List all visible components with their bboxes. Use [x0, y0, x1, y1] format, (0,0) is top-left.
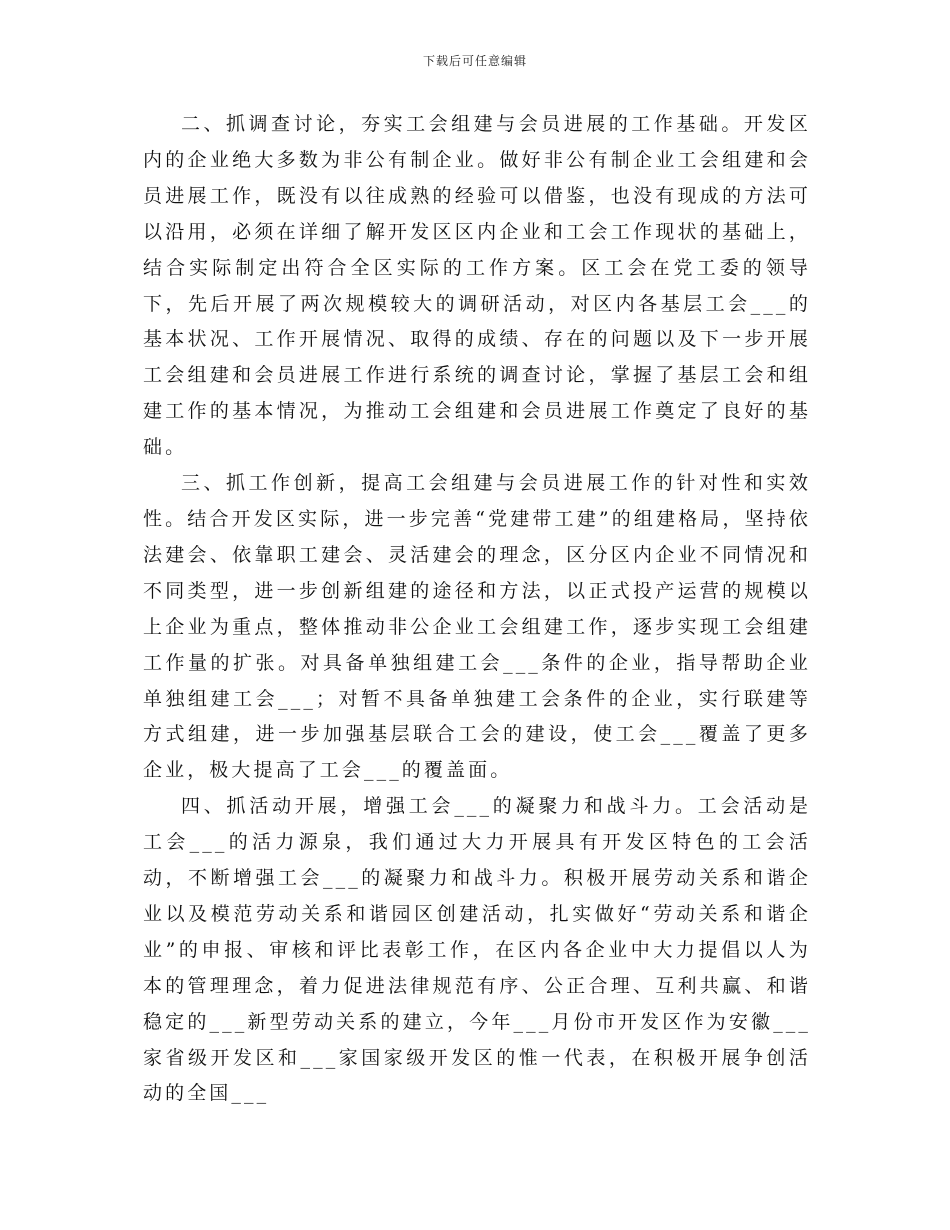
page-header: 下载后可任意编辑 — [422, 54, 527, 68]
paragraph-innovation: 三、抓工作创新，提高工会组建与会员进展工作的针对性和实效性。结合开发区实际，进一步完善“党建带工建”的组建格局，坚持依法建会、依靠职工建会、灵活建会的理念，区分区内企业不同情况和不同类型，进一步创新组建的途径和方法，以正式投产运营的规模以上企业为重点，整体推动非公企业工会组建工作，逐步实现工会组建工作量的扩张。对具备单独组建工会___条件的企业，指导帮助企业单独组建工会___；对暂不具备单独建工会条件的企业，实行联建等方式组建，进一步加强基层联合工会的建设，使工会___覆盖了更多企业，极大提高了工会___的覆盖面。 — [143, 472, 811, 782]
paragraph-activities: 四、抓活动开展，增强工会___的凝聚力和战斗力。工会活动是工会___的活力源泉，我们通过大力开展具有开发区特色的工会活动，不断增强工会___的凝聚力和战斗力。积极开展劳动关系和谐企业以及模范劳动关系和谐园区创建活动，扎实做好“劳动关系和谐企业”的申报、审核和评比表彰工作，在区内各企业中大力提倡以人为本的管理理念，着力促进法律规范有序、公正合理、互利共赢、和谐稳定的___新型劳动关系的建立，今年___月份市开发区作为安徽___家省级开发区和___家国家级开发区的惟一代表，在积极开展争创活动的全国___ — [143, 795, 811, 1105]
document-body — [143, 107, 811, 1112]
paragraph-investigation: 二、抓调查讨论，夯实工会组建与会员进展的工作基础。开发区内的企业绝大多数为非公有制企业。做好非公有制企业工会组建和会员进展工作，既没有以往成熟的经验可以借鉴，也没有现成的方法可以沿用，必须在详细了解开发区区内企业和工会工作现状的基础上，结合实际制定出符合全区实际的工作方案。区工会在党工委的领导下，先后开展了两次规模较大的调研活动，对区内各基层工会___的基本状况、工作开展情况、取得的成绩、存在的问题以及下一步开展工会组建和会员进展工作进行系统的调查讨论，掌握了基层工会和组建工作的基本情况，为推动工会组建和会员进展工作奠定了良好的基础。 — [143, 113, 811, 459]
